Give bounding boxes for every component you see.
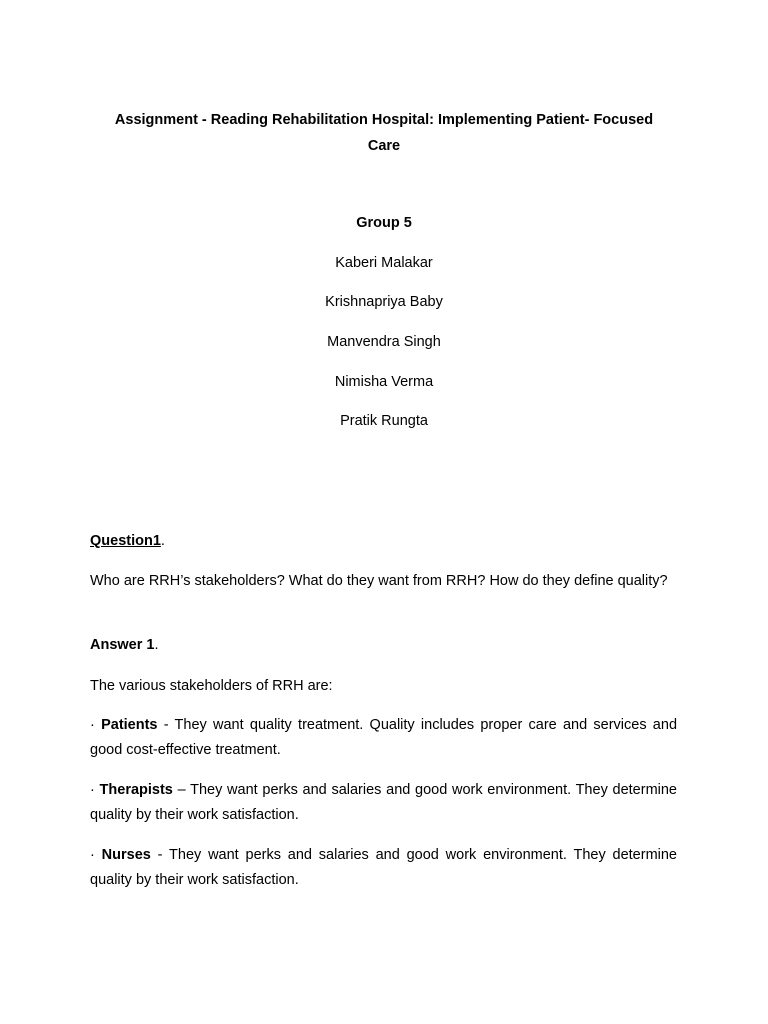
member-name: Pratik Rungta (340, 413, 428, 429)
bullet: · (90, 717, 102, 733)
stakeholder-description: - They want quality treatment. Quality includes proper care and services and good cost-effective treatment. (90, 717, 678, 758)
member-name: Kaberi Malakar (335, 255, 433, 271)
stakeholder-name: Therapists (99, 782, 173, 798)
answer-heading-text: Answer 1 (90, 637, 155, 653)
member-name: Manvendra Singh (327, 334, 441, 350)
stakeholder-therapists (90, 778, 677, 827)
answer-heading-punct: . (154, 637, 159, 653)
question-heading (90, 529, 677, 554)
title-line-1: Assignment - Reading Rehabilitation Hospital: Implementing Patient- Focused (114, 112, 654, 128)
question-text: Who are RRH’s stakeholders? What do they want from RRH? How do they define quality? (90, 573, 668, 589)
stakeholder-name: Nurses (101, 847, 151, 863)
bullet: · (90, 782, 100, 798)
stakeholder-nurses (90, 843, 677, 892)
question-heading-punct: . (160, 533, 165, 549)
stakeholder-patients (90, 713, 677, 762)
document-title (90, 107, 678, 159)
answer-heading (90, 633, 677, 658)
stakeholder-name: Patients (101, 717, 158, 733)
question-heading-text: Question1 (90, 533, 161, 549)
stakeholder-description: - They want perks and salaries and good work environment. They determine quality by their work satisfaction. (90, 847, 677, 888)
group-label: Group 5 (356, 215, 412, 231)
member-name: Nimisha Verma (334, 374, 434, 390)
bullet: · (90, 847, 102, 863)
stakeholder-description: – They want perks and salaries and good work environment. They determine quality by their work satisfaction. (90, 782, 677, 823)
stakeholders-intro: The various stakeholders of RRH are: (90, 678, 333, 694)
title-line-2: Care (367, 138, 401, 154)
member-name: Krishnapriya Baby (325, 294, 443, 310)
